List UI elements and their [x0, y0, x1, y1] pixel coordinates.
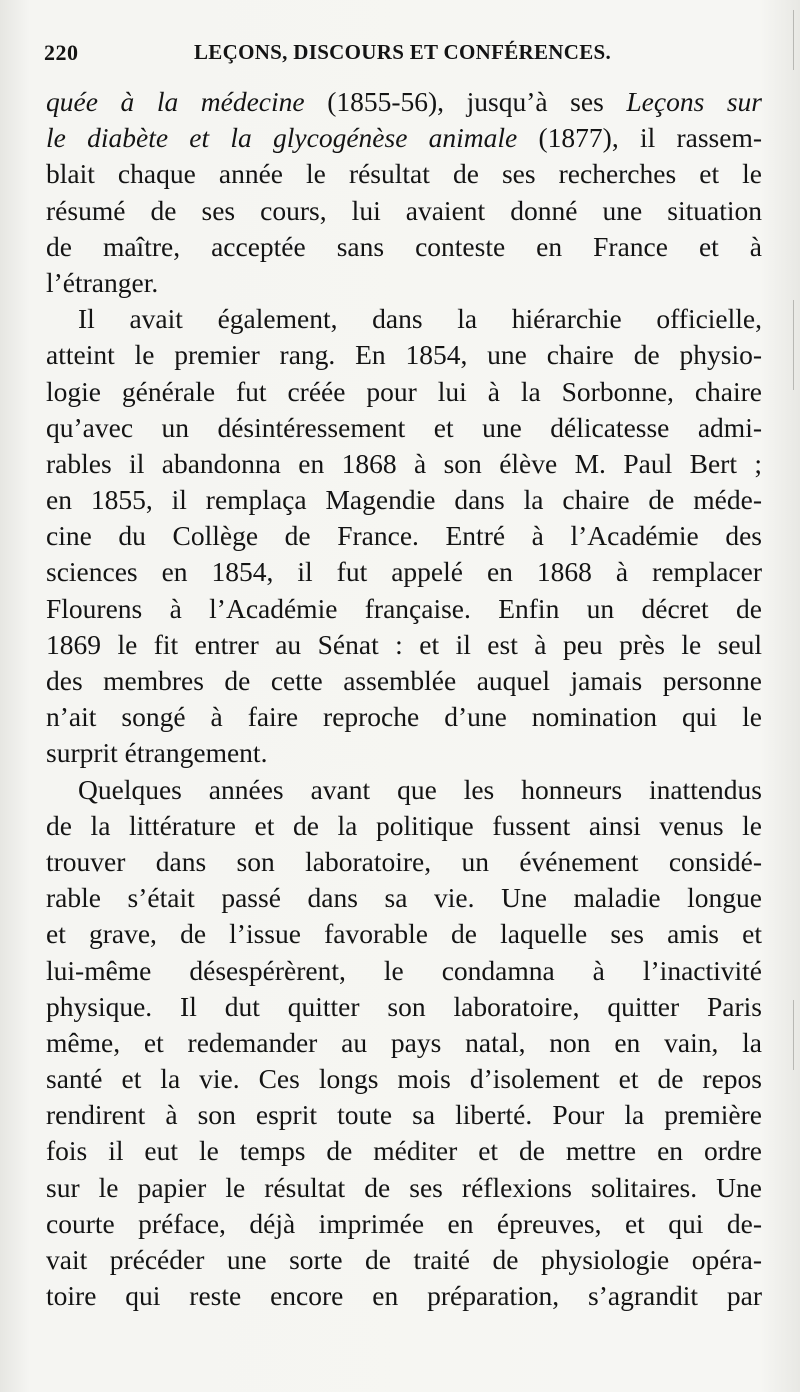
italic-text-segment: quée à la médecine: [46, 86, 305, 117]
text-segment: (1855-56), jusqu’à ses: [304, 86, 627, 117]
page-number: 220: [44, 40, 79, 65]
text-segment: blait chaque année le résultat de ses recherches et le: [46, 158, 762, 190]
text-segment: Il avait également, dans la hiérarchie officielle,: [78, 303, 762, 335]
text-segment: des membres de cette assemblée auquel jamais personne: [46, 665, 762, 696]
text-line: [46, 916, 762, 952]
text-line: [46, 627, 762, 663]
text-line: [46, 482, 762, 518]
text-segment: même, et redemander au pays natal, non en vain, la: [46, 1026, 762, 1058]
text-line: [46, 84, 762, 120]
text-line: [46, 953, 762, 989]
text-line: [46, 120, 762, 156]
text-segment: atteint le premier rang. En 1854, une chaire de physio-: [46, 339, 762, 371]
body-text: [46, 84, 762, 1314]
text-line: [46, 554, 762, 590]
italic-text-segment: Leçons sur: [626, 86, 762, 117]
text-line: [46, 410, 762, 446]
text-line: [46, 1170, 762, 1206]
text-line: [46, 1206, 762, 1242]
text-segment: rendirent à son esprit toute sa liberté. Pour la première: [46, 1099, 762, 1131]
text-segment: sur le papier le résultat de ses réflexions solitaires. Une: [46, 1171, 762, 1203]
page-edge-mark: [793, 300, 794, 390]
text-line: [46, 989, 762, 1025]
text-segment: de maître, acceptée sans conteste en France et à: [46, 230, 762, 262]
text-segment: surprit étrangement.: [46, 737, 268, 769]
text-segment: 1869 le fit entrer au Sénat : et il est à peu près le seul: [46, 628, 762, 660]
text-segment: et grave, de l’issue favorable de laquelle ses amis et: [46, 918, 762, 950]
text-segment: Flourens à l’Académie française. Enfin un décret de: [46, 592, 762, 624]
text-line: [46, 1242, 762, 1278]
text-segment: toire qui reste encore en préparation, s’agrandit par: [46, 1280, 762, 1312]
text-line: [46, 1133, 762, 1169]
text-segment: résumé de ses cours, lui avaient donné une situation: [46, 194, 762, 226]
text-line: [46, 337, 762, 373]
text-segment: (1877), il rassem-: [517, 122, 762, 154]
text-line: [46, 1097, 762, 1133]
text-line: [46, 699, 762, 735]
text-segment: n’ait songé à faire reproche d’une nomination qui le: [46, 701, 762, 733]
text-segment: sciences en 1854, il fut appelé en 1868 à remplacer: [46, 556, 762, 588]
text-segment: rables il abandonna en 1868 à son élève M. Paul Bert ;: [46, 447, 762, 479]
text-line: [46, 193, 762, 229]
text-line: [46, 265, 762, 301]
text-segment: en 1855, il remplaça Magendie dans la chaire de méde-: [46, 484, 762, 516]
running-title: LEÇONS, DISCOURS ET CONFÉRENCES.: [194, 40, 612, 64]
text-line: [46, 880, 762, 916]
text-line: [46, 663, 762, 699]
text-segment: cine du Collège de France. Entré à l’Académie des: [46, 520, 762, 552]
page-edge-mark: [793, 10, 794, 70]
text-segment: fois il eut le temps de méditer et de mettre en ordre: [46, 1135, 762, 1167]
text-line: [46, 1278, 762, 1314]
italic-text-segment: le diabète et la glycogénèse animale: [46, 122, 518, 154]
text-segment: de la littérature et de la politique fussent ainsi venus le: [46, 809, 762, 841]
text-segment: santé et la vie. Ces longs mois d’isolement et de repos: [46, 1063, 762, 1095]
text-line: [46, 844, 762, 880]
text-segment: courte préface, déjà imprimée en épreuves, et qui de-: [46, 1207, 762, 1239]
text-segment: qu’avec un désintéressement et une délicatesse admi-: [46, 411, 762, 443]
page-header: [44, 40, 764, 76]
text-line: [46, 772, 762, 808]
text-line: [46, 374, 762, 410]
text-segment: vait précéder une sorte de traité de physiologie opéra-: [46, 1244, 762, 1275]
text-segment: rable s’était passé dans sa vie. Une maladie longue: [46, 882, 762, 914]
text-segment: physique. Il dut quitter son laboratoire, quitter Paris: [46, 990, 762, 1022]
text-line: [46, 591, 762, 627]
text-segment: logie générale fut créée pour lui à la Sorbonne, chaire: [46, 375, 762, 407]
text-line: [46, 735, 762, 771]
page-edge-mark: [793, 1000, 794, 1070]
text-segment: trouver dans son laboratoire, un événement considé-: [46, 845, 762, 877]
text-line: [46, 1061, 762, 1097]
text-line: [46, 229, 762, 265]
text-segment: Quelques années avant que les honneurs inattendus: [78, 773, 762, 805]
text-line: [46, 808, 762, 844]
text-line: [46, 1025, 762, 1061]
text-line: [46, 156, 762, 192]
text-line: [46, 518, 762, 554]
text-line: [46, 301, 762, 337]
text-segment: l’étranger.: [46, 266, 159, 298]
text-segment: lui-même désespérèrent, le condamna à l’inactivité: [46, 954, 762, 986]
text-line: [46, 446, 762, 482]
